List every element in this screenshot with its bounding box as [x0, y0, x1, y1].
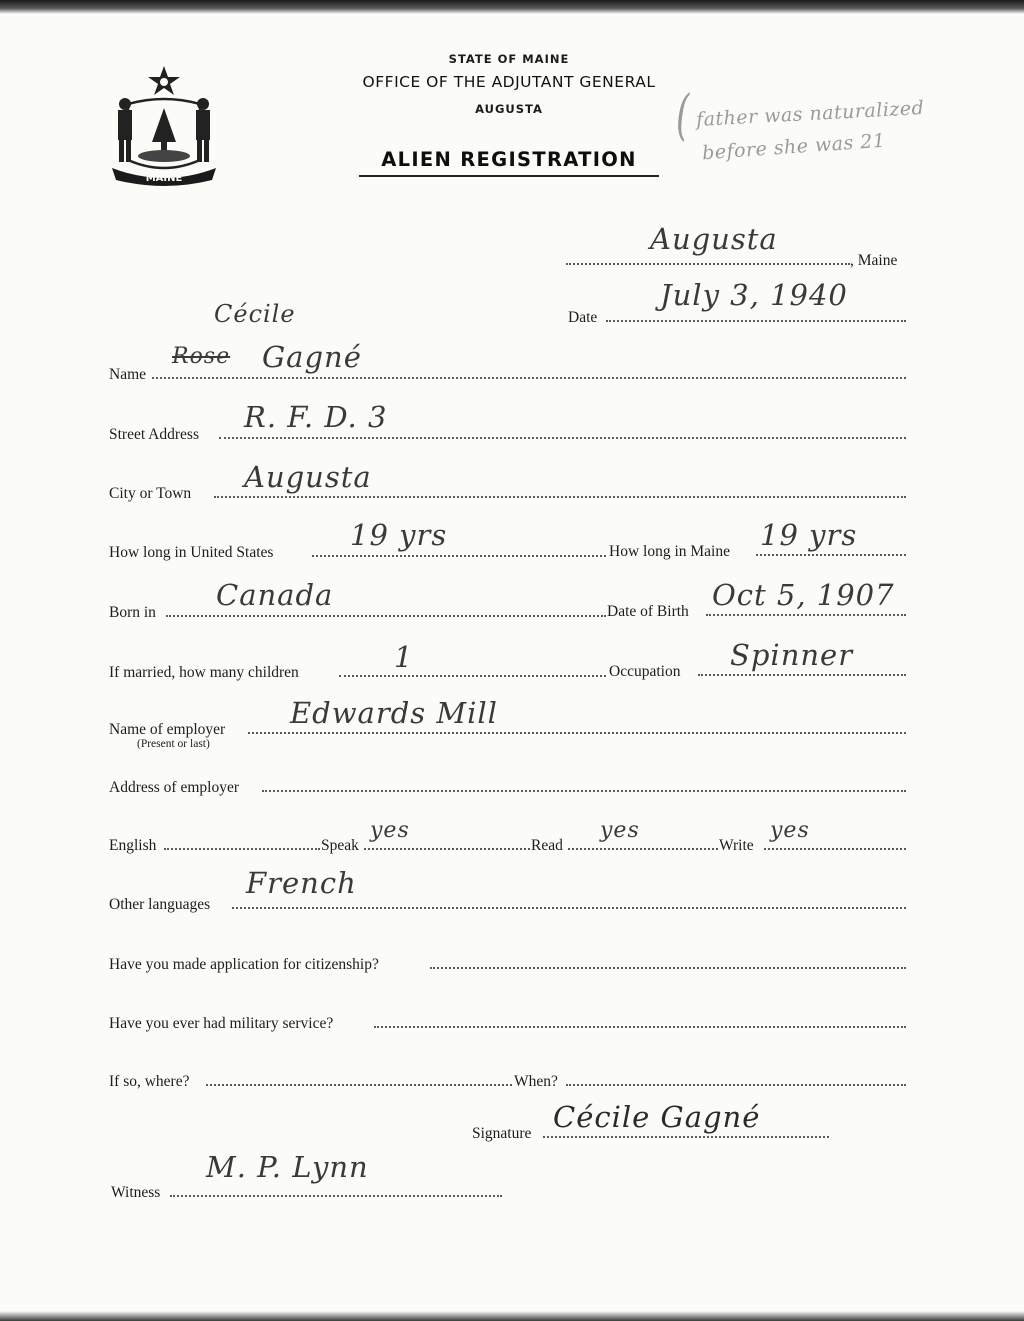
born-in-line: [166, 615, 606, 617]
other-languages-line: [232, 907, 906, 909]
english-line: [164, 848, 320, 850]
struck-name-value: Rose: [172, 344, 231, 369]
read-line: [568, 848, 718, 850]
where-line: [206, 1084, 512, 1086]
city-line: [214, 496, 906, 498]
margin-note-line1: father was naturalized: [695, 97, 925, 131]
write-line: [764, 848, 906, 850]
occupation-label: Occupation: [609, 663, 681, 680]
how-long-us-line: [312, 555, 606, 557]
street-label: Street Address: [109, 426, 199, 443]
witness-value: M. P. Lynn: [206, 1150, 369, 1184]
read-label: Read: [531, 837, 563, 854]
maine-label: , Maine: [850, 252, 898, 269]
date-value: July 3, 1940: [660, 278, 848, 312]
street-line: [219, 437, 906, 439]
signature-value: Cécile Gagné: [553, 1100, 761, 1134]
dob-value: Oct 5, 1907: [712, 578, 895, 612]
maine-state-seal-icon: [108, 64, 220, 186]
children-line: [339, 675, 606, 677]
name-line: [152, 377, 906, 379]
english-label: English: [109, 837, 157, 854]
citizenship-label: Have you made application for citizenship?: [109, 956, 379, 973]
employer-value: Edwards Mill: [290, 696, 498, 730]
when-label: When?: [514, 1073, 558, 1090]
occupation-line: [698, 674, 906, 676]
speak-label: Speak: [321, 837, 359, 854]
place-value: Augusta: [650, 222, 778, 256]
note-paren: (: [676, 84, 690, 148]
dob-line: [706, 614, 906, 616]
city-value: Augusta: [244, 460, 372, 494]
witness-label: Witness: [111, 1184, 161, 1201]
employer-line: [248, 732, 906, 734]
where-label: If so, where?: [109, 1073, 190, 1090]
first-name-value: Cécile: [214, 300, 296, 328]
military-line: [374, 1026, 906, 1028]
employer-address-line: [262, 790, 906, 792]
header-office: OFFICE OF THE ADJUTANT GENERAL: [362, 73, 656, 91]
when-line: [566, 1084, 906, 1086]
how-long-us-label: How long in United States: [109, 544, 274, 561]
speak-line: [364, 848, 530, 850]
name-label: Name: [109, 366, 147, 383]
employer-note: (Present or last): [137, 738, 210, 750]
citizenship-line: [430, 967, 906, 969]
employer-address-label: Address of employer: [109, 779, 239, 796]
street-value: R. F. D. 3: [244, 400, 388, 434]
date-label: Date: [568, 309, 598, 326]
margin-note-line2: before she was 21: [701, 129, 887, 165]
seal-banner-label: MAINE: [145, 173, 183, 184]
header-city: AUGUSTA: [475, 102, 543, 116]
other-languages-value: French: [246, 866, 357, 900]
write-value: yes: [770, 818, 810, 843]
header-state: STATE OF MAINE: [448, 52, 570, 66]
city-label: City or Town: [109, 485, 192, 502]
place-line: [566, 263, 850, 265]
signature-label: Signature: [472, 1125, 532, 1142]
how-long-maine-line: [756, 554, 906, 556]
last-name-value: Gagné: [262, 340, 362, 374]
speak-value: yes: [370, 818, 410, 843]
signature-line: [543, 1136, 829, 1138]
children-value: 1: [394, 640, 414, 674]
how-long-maine-value: 19 yrs: [760, 518, 858, 552]
employer-label: Name of employer: [109, 721, 226, 738]
born-in-label: Born in: [109, 604, 156, 621]
military-label: Have you ever had military service?: [109, 1015, 334, 1032]
read-value: yes: [600, 818, 640, 843]
other-languages-label: Other languages: [109, 896, 211, 913]
write-label: Write: [719, 837, 754, 854]
born-in-value: Canada: [216, 578, 334, 612]
occupation-value: Spinner: [730, 638, 854, 672]
children-label: If married, how many children: [109, 664, 299, 681]
dob-label: Date of Birth: [607, 603, 689, 620]
how-long-us-value: 19 yrs: [350, 518, 448, 552]
form-title: ALIEN REGISTRATION: [359, 148, 659, 177]
witness-line: [170, 1195, 502, 1197]
how-long-maine-label: How long in Maine: [609, 543, 730, 560]
date-line: [606, 320, 906, 322]
